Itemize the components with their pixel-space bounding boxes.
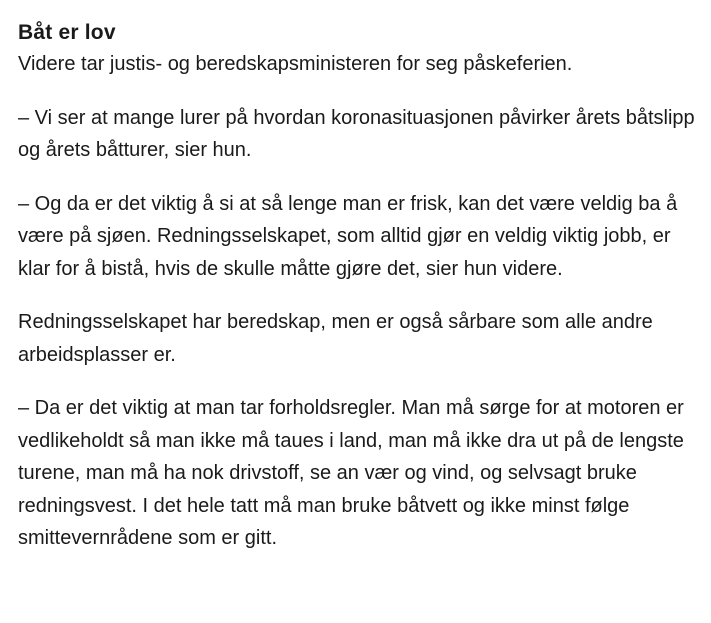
paragraph-1: Videre tar justis- og beredskapsministeren for seg påskeferien. (18, 53, 573, 75)
paragraph-3: – Og da er det viktig å si at så lenge man er frisk, kan det være veldig ba å være på sjøen. Redningsselskapet, som alltid gjør en veldig viktig jobb, er klar for å bistå, hvis de skulle måtte gjøre det, sier hun videre. (18, 192, 678, 280)
section-heading: Båt er lov (18, 21, 116, 44)
paragraph-4: Redningsselskapet har beredskap, men er også sårbare som alle andre arbeidsplasser er. (18, 311, 653, 366)
paragraph-5: – Da er det viktig at man tar forholdsregler. Man må sørge for at motoren er vedlikeholdt så man ikke må taues i land, man må ikke dra ut på de lengste turene, man må ha nok drivstoff, se an vær og vind, og selvsagt bruke redningsvest. I det hele tatt må man bruke båtvett og ikke minst følge smittevernrådene som er gitt. (18, 397, 684, 549)
paragraph-2: – Vi ser at mange lurer på hvordan koronasituasjonen påvirker årets båtslipp og årets båtturer, sier hun. (18, 106, 695, 161)
